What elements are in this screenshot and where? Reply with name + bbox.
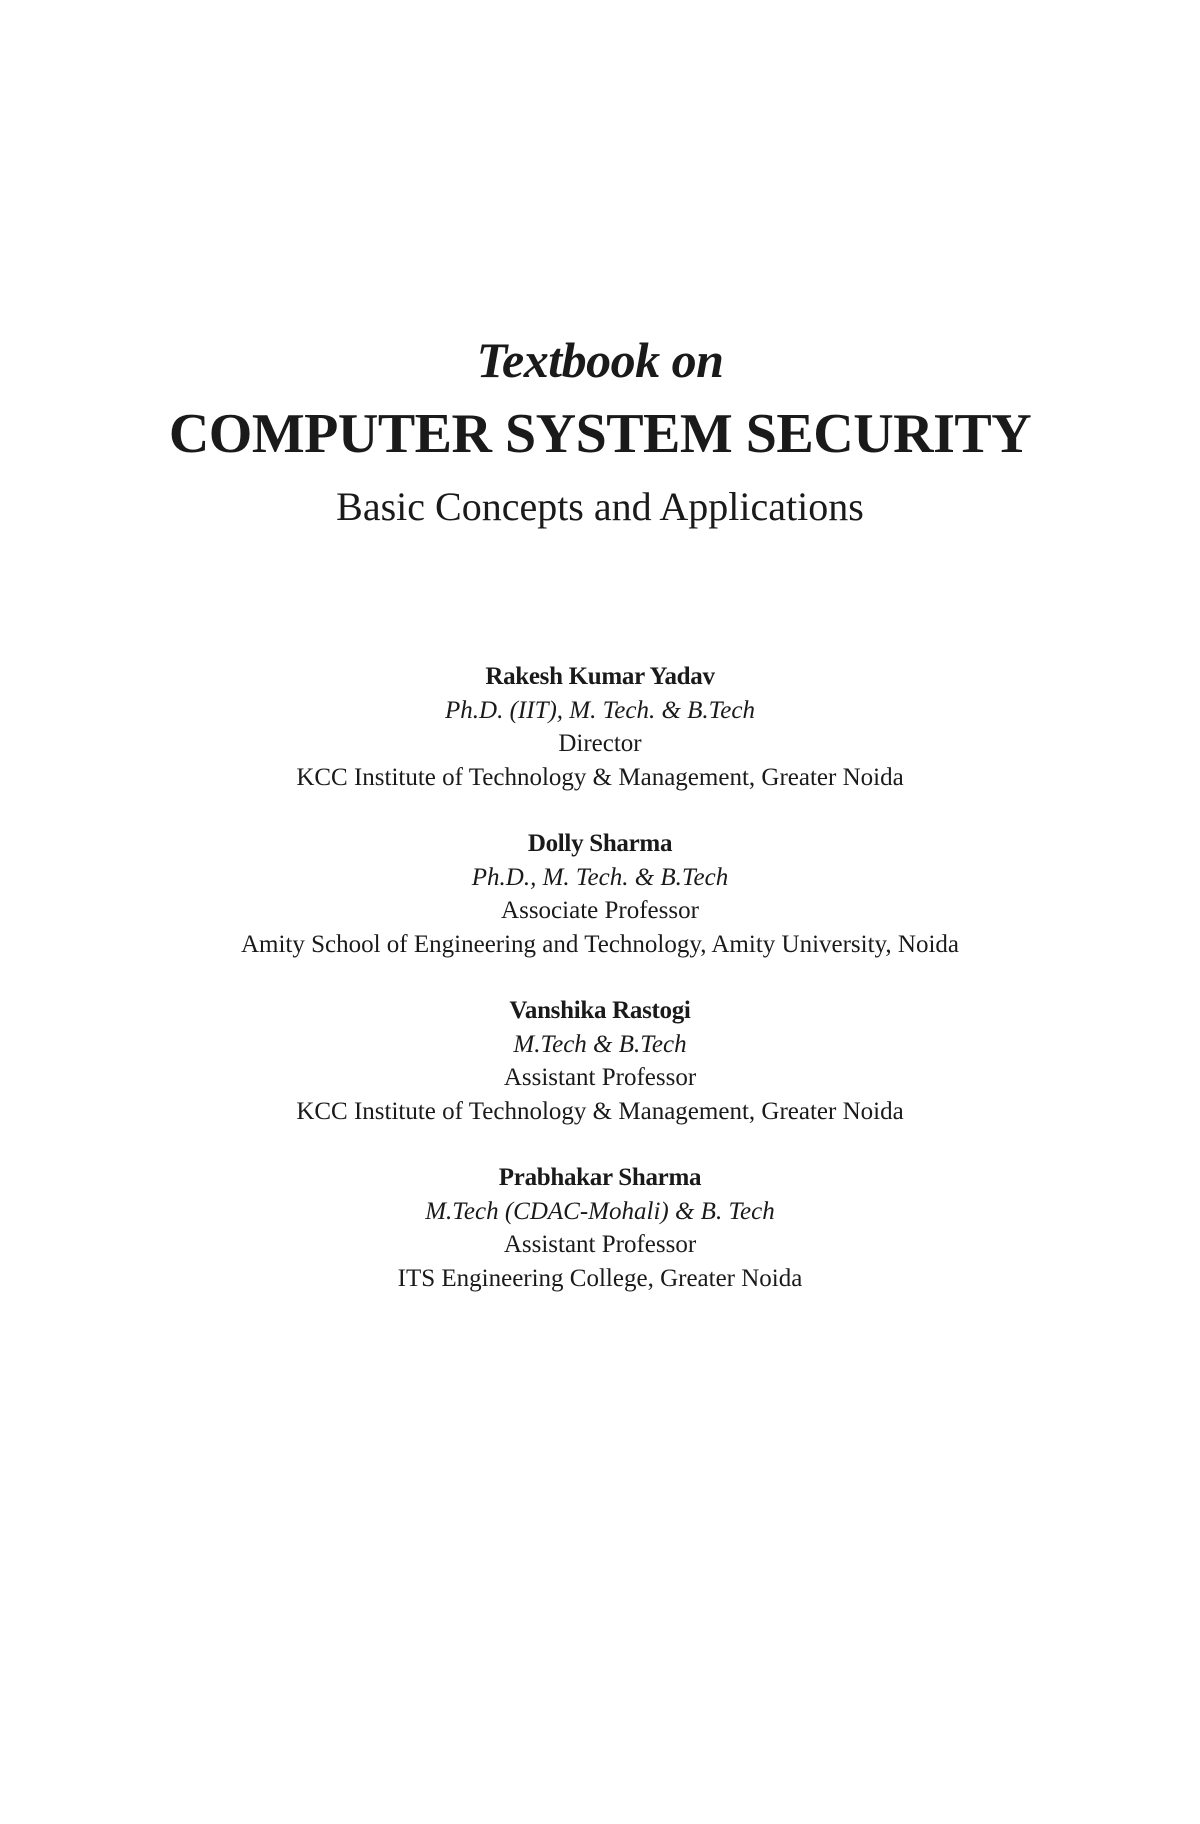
author-affiliation: Amity School of Engineering and Technology, Amity University, Noida [240,930,960,958]
author-position: Director [558,730,642,757]
author-entry [0,660,1200,794]
author-entry [0,1161,1200,1295]
author-name: Dolly Sharma [527,830,673,857]
author-degree: Ph.D. (IIT), M. Tech. & B.Tech [445,696,755,724]
author-affiliation: ITS Engineering College, Greater Noida [397,1264,803,1292]
author-position: Assistant Professor [503,1231,697,1258]
author-degree: M.Tech & B.Tech [513,1030,687,1058]
book-title-block [0,330,1200,532]
author-name: Prabhakar Sharma [498,1164,702,1191]
author-affiliation: KCC Institute of Technology & Management, Greater Noida [296,763,904,791]
author-entry [0,827,1200,961]
author-entry [0,994,1200,1128]
author-name: Rakesh Kumar Yadav [485,663,715,690]
author-list [0,660,1200,1328]
author-position: Assistant Professor [503,1064,697,1091]
author-degree: Ph.D., M. Tech. & B.Tech [471,863,729,891]
author-affiliation: KCC Institute of Technology & Management, Greater Noida [296,1097,904,1125]
author-degree: M.Tech (CDAC-Mohali) & B. Tech [425,1197,775,1225]
book-title: COMPUTER SYSTEM SECURITY [168,403,1032,465]
author-name: Vanshika Rastogi [509,997,691,1024]
author-position: Associate Professor [501,897,699,924]
book-pre-title: Textbook on [476,332,724,388]
book-subtitle: Basic Concepts and Applications [336,484,864,529]
